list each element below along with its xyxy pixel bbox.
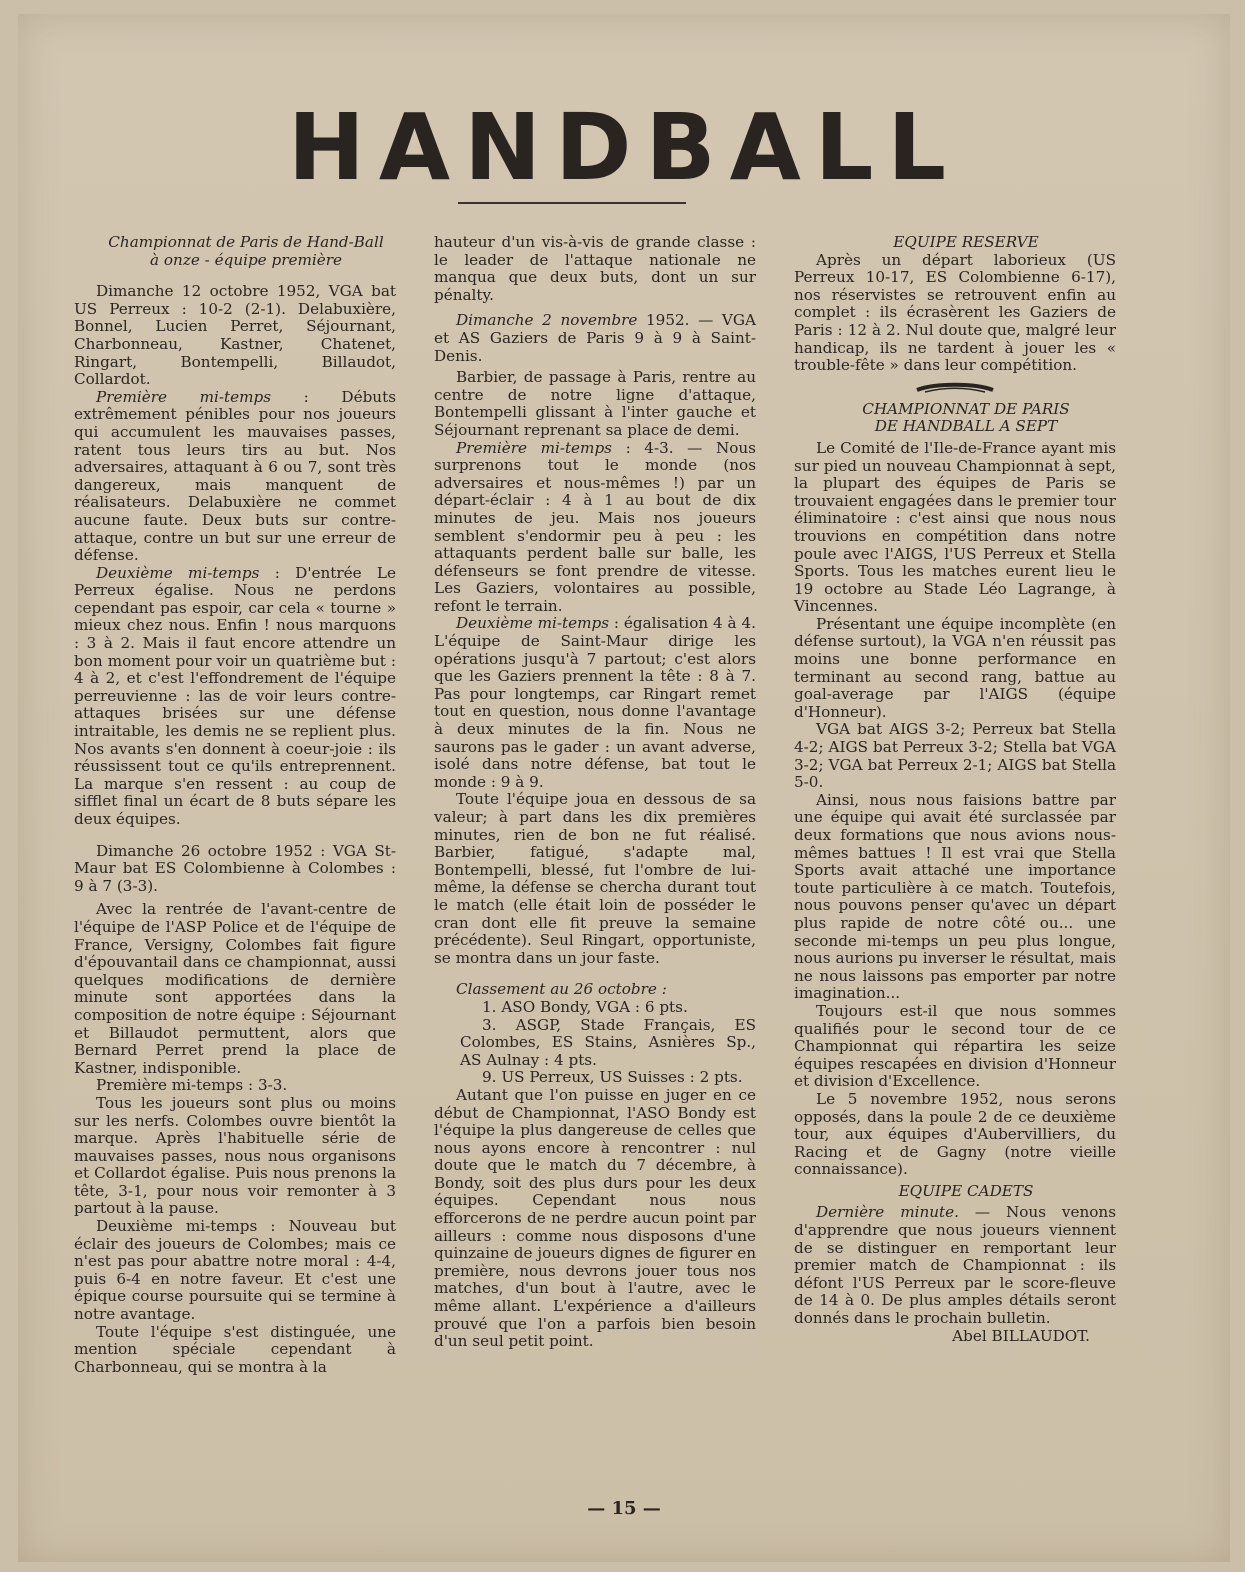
paragraph: Toute l'équipe joua en dessous de sa valeur; à part dans les dix premières minutes, rien de bon ne fut réalisé. Barbier, fatigué, s'adapte mal, Bontempelli, blessé, fut l'ombre de lui-même, la défense se chercha durant tout le match (elle était loin de posséder le cran dont elle fit preuve la semaine précédente). Seul Ringart, opportuniste, se montra dans un jour faste. (434, 790, 756, 967)
author-signature: Abel BILLAUDOT. (952, 1326, 1090, 1345)
magazine-page (18, 14, 1230, 1562)
paragraph: Dimanche 26 octobre 1952 : VGA St-Maur bat ES Colombienne à Colombes : 9 à 7 (3-3). (74, 841, 396, 895)
list-item: 3. ASGP, Stade Français, ES Colombes, ES Stains, Asnières Sp., AS Aulnay : 4 pts. (460, 1015, 756, 1069)
paragraph: Deuxième mi-temps : égalisation 4 à 4. L'équipe de Saint-Maur dirige les opérations jusqu'à 7 partout; c'est alors que les Gaziers prennent la tête : 8 à 7. Pas pour longtemps, car Ringart remet tout en question, nous donne l'avantage à deux minutes de la fin. Nous ne saurons pas le gader : un avant adverse, isolé dans notre défense, bat tout le monde : 9 à 9. (434, 614, 756, 791)
section-subheading: à onze - équipe première (150, 250, 342, 269)
paragraph: Avec la rentrée de l'avant-centre de l'équipe de l'ASP Police et de l'équipe de France, Versigny, Colombes fait figure d'épouvantail dans ce championnat, aussi quelques modifications de dernière minute sont apportées dans la composition de notre équipe : Séjournant et Billaudot permuttent, alors que Bernard Perret prend la place de Kastner, indisponible. (74, 900, 396, 1077)
paragraph: Le 5 novembre 1952, nous serons opposés, dans la poule 2 de ce deuxième tour, aux équipes d'Aubervilliers, du Racing et de Gagny (notre vieille connaissance). (794, 1089, 1116, 1179)
column-3 (794, 234, 1116, 1345)
paragraph: Toujours est-il que nous sommes qualifiés pour le second tour de ce Championnat qui répartira les seize équipes rescapées en division d'Honneur et division d'Excellence. (794, 1001, 1116, 1091)
list-item: 9. US Perreux, US Suisses : 2 pts. (482, 1068, 743, 1087)
paragraph: Le Comité de l'Ile-de-France ayant mis sur pied un nouveau Championnat à sept, la plupart des équipes de Paris se trouvaient engagées dans le premier tour éliminatoire : c'est ainsi que nous nous trouvions en compétition dans notre poule avec l'AIGS, l'US Perreux et Stella Sports. Tous les matches eurent lieu le 19 octobre au Stade Léo Lagrange, à Vincennes. (794, 438, 1116, 616)
paragraph: Première mi-temps : Débuts extrêmement pénibles pour nos joueurs qui accumulent les mauvaises passes, ratent tous leurs tirs au but. Nos adversaires, attaquant à 6 ou 7, sont très dangereux, mais manquent de réalisateurs. Delabuxière ne commet aucune faute. Deux buts sur contre-attaque, contre un but sur une erreur de défense. (74, 387, 396, 565)
section-heading: DE HANDBALL A SEPT (874, 417, 1058, 436)
run-in-label: Première mi-temps (456, 438, 612, 457)
paragraph: Première mi-temps : 4-3. — Nous surprenons tout le monde (nos adversaires et nous-mêmes !) par un départ-éclair : 4 à 1 au bout de dix minutes de jeu. Mais nos joueurs semblent s'endormir peu à peu : les attaquants perdent balle sur balle, les défenseurs se font prendre de vitesse. Les Gaziers, volontaires au possible, refont le terrain. (434, 438, 756, 615)
run-in-label: Dimanche 2 novembre (456, 311, 638, 330)
run-in-label: Deuxième mi-temps (456, 614, 610, 633)
list-item: 1. ASO Bondy, VGA : 6 pts. (482, 997, 688, 1016)
classement-title: Classement au 26 octobre : (456, 980, 667, 999)
column-2 (434, 234, 756, 1351)
paragraph: Dimanche 12 octobre 1952, VGA bat US Perreux : 10-2 (2-1). Delabuxière, Bonnel, Lucien Perret, Séjournant, Charbonneau, Kastner, Chatenet, Ringart, Bontempelli, Billaudot, Collardot. (74, 282, 396, 389)
page-number: — 15 — (587, 1498, 661, 1519)
column-1 (74, 234, 396, 1376)
section-heading: CHAMPIONNAT DE PARIS (862, 399, 1070, 418)
paragraph: Toute l'équipe s'est distinguée, une mention spéciale cependant à Charbonneau, qui se montra à la (74, 1322, 396, 1376)
paragraph: hauteur d'un vis-à-vis de grande classe : le leader de l'attaque nationale ne manqua que deux buts, dont un sur pénalty. (434, 233, 756, 304)
paragraph: Deuxième mi-temps : D'entrée Le Perreux égalise. Nous ne perdons cependant pas espoir, car cela « tourne » mieux chez nous. Enfin ! nous marquons : 3 à 2. Mais il faut encore attendre un bon moment pour voir un quatrième but : 4 à 2, et c'est l'effondrement de l'équipe perreuvienne : las de voir leurs contre-attaques brisées sur une défense intraitable, les demis ne se replient plus. Nos avants s'en donnent à coeur-joie : ils réussissent tout ce qu'ils entreprennent. La marque s'en ressent : au coup de sifflet final un écart de 8 buts sépare les deux équipes. (74, 563, 396, 828)
paragraph: Ainsi, nous nous faisions battre par une équipe qui avait été surclassée par deux formations que nous avions nous-mêmes battues ! Il est vrai que Stella Sports avait attaché une importance toute particulière à ce match. Toutefois, nous pouvons penser qu'avec un départ plus rapide de notre côté ou... une seconde mi-temps un peu plus longue, nous aurions pu inverser le résultat, mais ne nous laissons pas emporter par notre imagination... (794, 790, 1116, 1003)
run-in-label: Deuxième mi-temps (96, 563, 260, 582)
section-heading: Championnat de Paris de Hand-Ball (108, 233, 384, 251)
paragraph: Après un départ laborieux (US Perreux 10-17, ES Colombienne 6-17), nos réservistes se retrouvent enfin au complet : ils écrasèrent les Gaziers de Paris : 12 à 2. Nul doute que, malgré leur handicap, ils ne tardent à jouer les « trouble-fête » dans leur compétition. (794, 250, 1116, 375)
paragraph: Barbier, de passage à Paris, rentre au centre de notre ligne d'attaque, Bontempelli glissant à l'inter gauche et Séjournant reprenant sa place de demi. (434, 368, 756, 439)
paragraph: Deuxième mi-temps : Nouveau but éclair des joueurs de Colombes; mais ce n'est pas pour abattre notre moral : 4-4, puis 6-4 en notre faveur. Et c'est une épique course poursuite qui se termine à notre avantage. (74, 1217, 396, 1324)
paragraph: Tous les joueurs sont plus ou moins sur les nerfs. Colombes ouvre bientôt la marque. Après l'habituelle série de mauvaises passes, nous nous organisons et Collardot égalise. Puis nous prenons la tête, 3-1, pour nous voir remonter à 3 partout à la pause. (74, 1093, 396, 1218)
paragraph: Présentant une équipe incomplète (en défense surtout), la VGA n'en réussit pas moins une bonne performance en terminant au second rang, battue au goal-average par l'AIGS (équipe d'Honneur). (794, 614, 1116, 721)
title-rule (458, 202, 686, 204)
section-heading: EQUIPE RESERVE (893, 233, 1039, 251)
paragraph: Dernière minute. — Nous venons d'apprendre que nous joueurs viennent de se distinguer en remportant leur premier match de Championnat : ils défont l'US Perreux par le score-fleuve de 14 à 0. De plus amples détails seront donnés dans le prochain bulletin. (794, 1203, 1116, 1328)
paragraph: Première mi-temps : 3-3. (96, 1076, 288, 1095)
paragraph: Dimanche 2 novembre 1952. — VGA et AS Gaziers de Paris 9 à 9 à Saint-Denis. (434, 311, 757, 365)
run-in-label: Première mi-temps (96, 387, 272, 406)
page-title: HANDBALL (287, 94, 961, 201)
paragraph: VGA bat AIGS 3-2; Perreux bat Stella 4-2; AIGS bat Perreux 3-2; Stella bat VGA 3-2; VGA bat Perreux 2-1; AIGS bat Stella 5-0. (794, 720, 1116, 792)
run-in-label: Dernière minute. (816, 1203, 959, 1222)
flourish-ornament (915, 381, 995, 395)
paragraph: Autant que l'on puisse en juger en ce début de Championnat, l'ASO Bondy est l'équipe la plus dangereuse de celles que nous ayons encore à rencontrer : nul doute que le match du 7 décembre, à Bondy, soit des plus durs pour les deux équipes. Cependant nous nous efforcerons de ne perdre aucun point par ailleurs : comme nous disposons d'une quinzaine de joueurs dignes de figurer en première, nous devrons jouer tous nos matches, d'un bout à l'autre, avec le même allant. L'expérience a d'ailleurs prouvé que l'on a parfois bien besoin d'un seul petit point. (434, 1085, 756, 1351)
section-heading: EQUIPE CADETS (898, 1181, 1034, 1200)
